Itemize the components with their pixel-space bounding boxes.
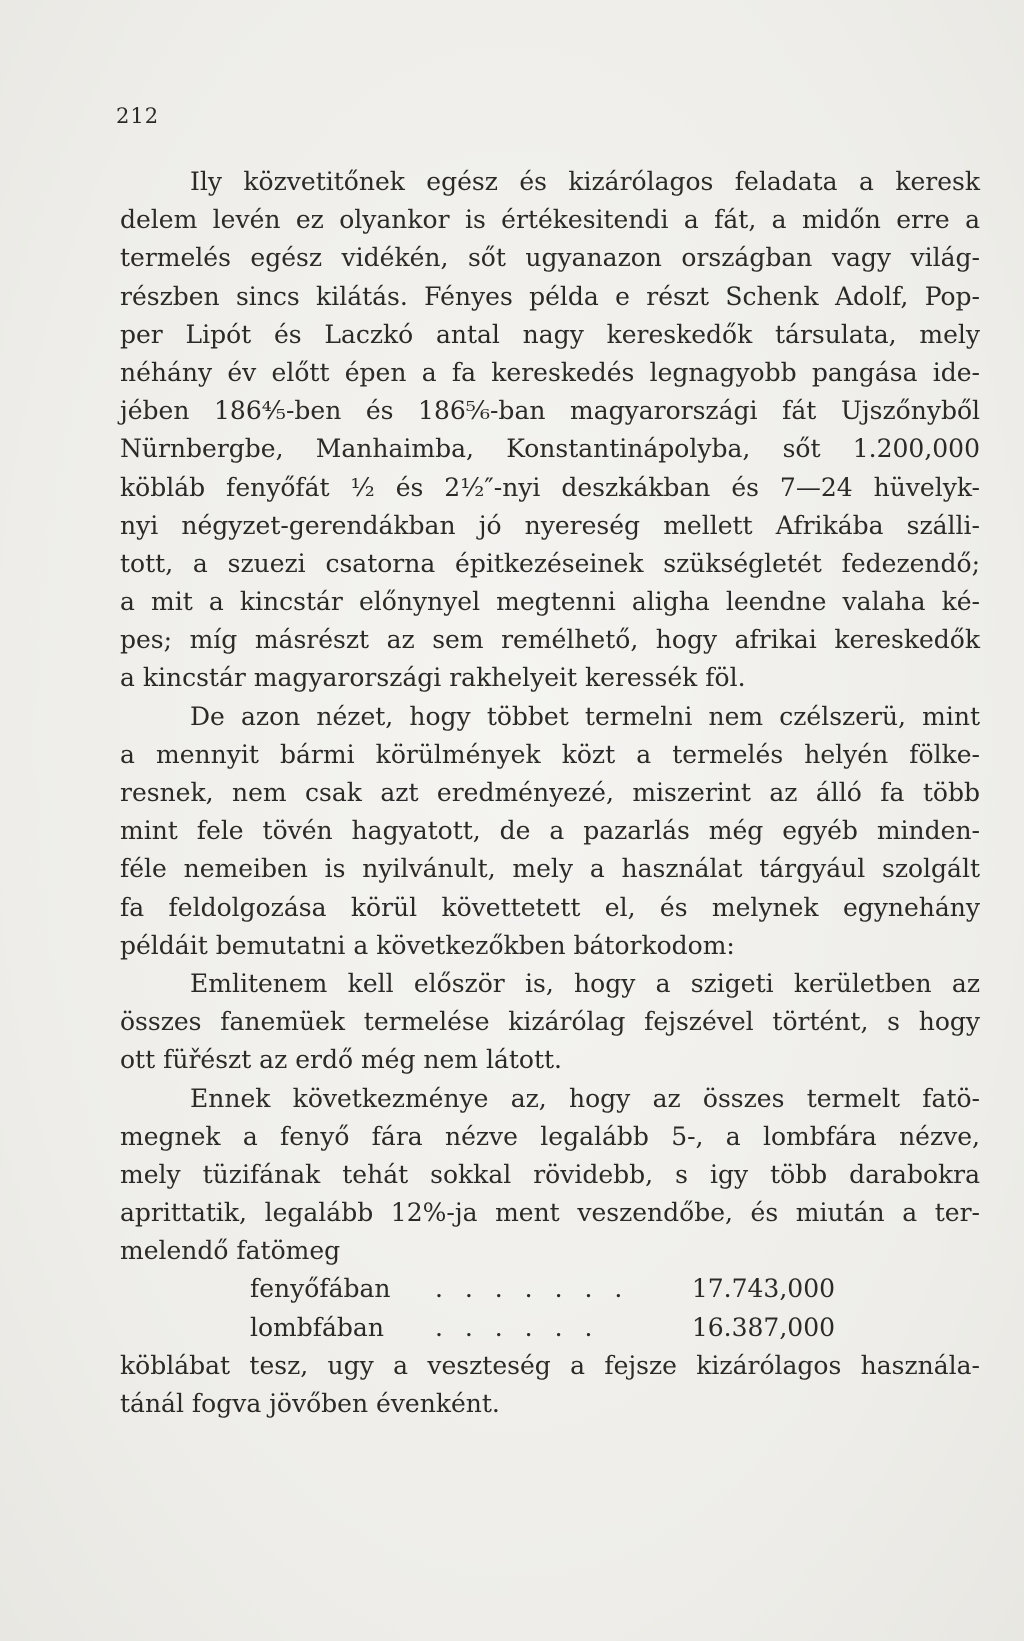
table-value: 16.387,000 <box>691 1312 835 1342</box>
text-line: melendő fatömeg <box>120 1236 341 1266</box>
text-line: Ennek következménye az, hogy az összes termelt fatö- <box>190 1083 980 1113</box>
text-line: köblábat tesz, ugy a veszteség a fejsze kizárólagos használa- <box>120 1350 980 1380</box>
paragraph <box>120 1347 980 1423</box>
paragraph <box>120 965 980 1080</box>
text-line: a kincstár magyarországi rakhelyeit keressék föl. <box>120 663 746 693</box>
text-line: Ily közvetitőnek egész és kizárólagos feladata a keresk <box>190 167 980 196</box>
paragraph <box>120 698 980 965</box>
volume-table <box>120 1270 980 1346</box>
leader-dots: . . . . . . <box>435 1312 600 1342</box>
table-label: lombfában <box>250 1312 384 1342</box>
text-line: fa feldolgozása körül követtetett el, és melynek egynehány <box>120 892 980 922</box>
text-line: mint fele tövén hagyatott, de a pazarlás még egyéb minden- <box>120 816 980 846</box>
text-line: termelés egész vidékén, sőt ugyanazon országban vagy világ- <box>120 243 980 273</box>
text-line: Emlitenem kell először is, hogy a szigeti kerületben az <box>190 968 980 998</box>
text-line: De azon nézet, hogy többet termelni nem czélszerü, mint <box>190 701 980 731</box>
text-line: összes fanemüek termelése kizárólag fejszével történt, s hogy <box>120 1007 980 1037</box>
text-line: delem levén ez olyankor is értékesitendi a fát, a midőn erre a <box>120 205 980 235</box>
text-line: aprittatik, legalább 12%-ja ment veszendőbe, és miután a ter- <box>120 1198 980 1228</box>
table-row <box>120 1270 980 1308</box>
text-line: mely tüzifának tehát sokkal rövidebb, s igy több darabokra <box>120 1159 980 1189</box>
text-line: féle nemeiben is nyilvánult, mely a használat tárgyául szolgált <box>120 854 980 884</box>
paragraph <box>120 1080 980 1271</box>
text-line: jében 186⁴⁄₅-ben és 186⁵⁄₆-ban magyarországi fát Ujszőnyből <box>120 396 980 426</box>
text-line: részben sincs kilátás. Fényes példa e részt Schenk Adolf, Pop- <box>120 281 980 311</box>
leader-dots: . . . . . . . <box>435 1274 630 1304</box>
page-number: 212 <box>116 104 160 128</box>
text-line: köbláb fenyőfát ¹⁄₂ és 2¹⁄₂″-nyi deszkákban és 7—24 hüvelyk- <box>120 472 980 502</box>
paragraph <box>120 163 980 698</box>
text-line: néhány év előtt épen a fa kereskedés legnagyobb pangása ide- <box>120 357 980 387</box>
text-line: resnek, nem csak azt eredményezé, miszerint az álló fa több <box>120 778 980 807</box>
body-text <box>120 163 980 1423</box>
table-value: 17.743,000 <box>691 1274 835 1304</box>
text-line: per Lipót és Laczkó antal nagy kereskedők társulata, mely <box>120 319 980 349</box>
text-line: ott füřészt az erdő még nem látott. <box>120 1045 562 1075</box>
text-line: Nürnbergbe, Manhaimba, Konstantinápolyba, sőt 1.200,000 <box>120 434 980 464</box>
table-row <box>120 1309 980 1347</box>
text-line: tott, a szuezi csatorna épitkezéseinek szükségletét fedezendő; <box>120 548 980 578</box>
text-line: megnek a fenyő fára nézve legalább 5-, a lombfára nézve, <box>120 1121 980 1151</box>
text-line: a mennyit bármi körülmények közt a termelés helyén fölke- <box>120 739 980 769</box>
text-line: pes; míg másrészt az sem remélhető, hogy afrikai kereskedők <box>120 625 980 655</box>
text-line: a mit a kincstár előnynyel megtenni aligha leendne valaha ké- <box>120 587 980 617</box>
text-line: tánál fogva jövőben évenként. <box>120 1389 500 1418</box>
table-label: fenyőfában <box>250 1274 391 1304</box>
text-line: nyi négyzet-gerendákban jó nyereség mellett Afrikába szálli- <box>120 510 980 540</box>
text-line: példáit bemutatni a következőkben bátorkodom: <box>120 930 735 960</box>
